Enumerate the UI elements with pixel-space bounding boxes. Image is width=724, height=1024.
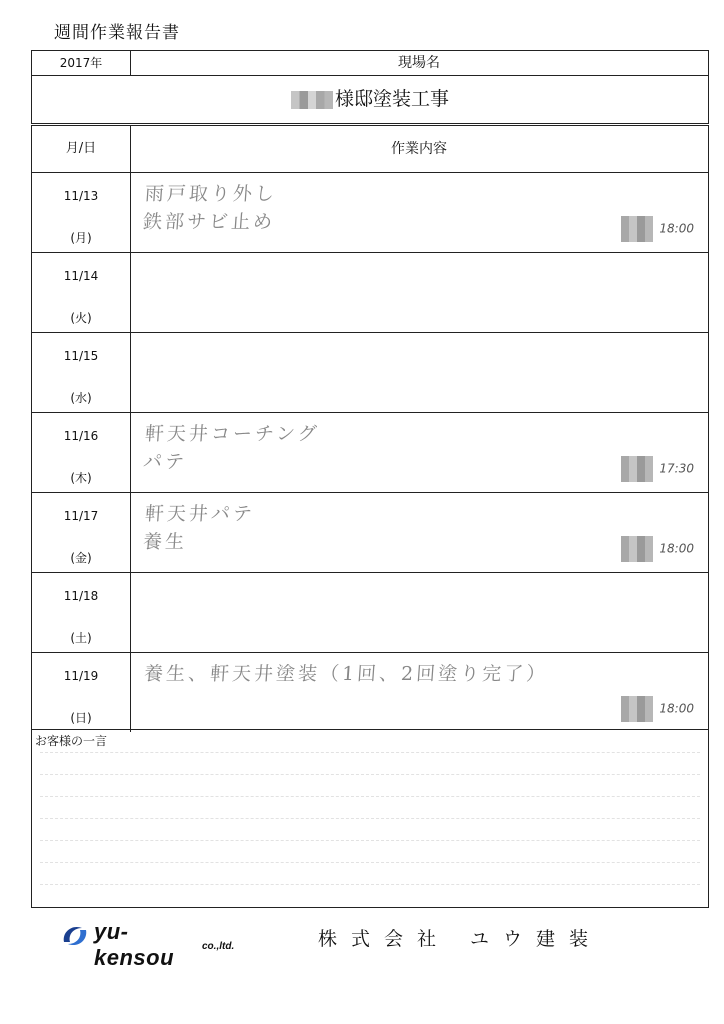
date-text: 11/14	[63, 269, 99, 283]
date-text: 11/15	[63, 349, 99, 363]
header-row	[32, 51, 708, 76]
date-cell	[32, 572, 131, 652]
site-name-text: 様邸塗装工事	[334, 88, 449, 110]
day-row	[32, 572, 708, 653]
day-row	[32, 332, 708, 413]
weekday-text: (日)	[70, 711, 92, 725]
document-title: 週間作業報告書	[54, 23, 180, 43]
date-text: 11/13	[63, 189, 99, 203]
site-name	[32, 75, 708, 123]
site-name-label: 現場名	[398, 55, 440, 71]
date-text: 11/16	[63, 429, 99, 443]
date-cell	[32, 172, 131, 252]
comment-line	[40, 818, 700, 819]
comment-line	[40, 796, 700, 797]
weekday-text: (火)	[70, 311, 92, 325]
weekday-text: (月)	[70, 231, 92, 245]
work-line: 養生	[142, 531, 188, 553]
finish-time: 18:00	[659, 221, 694, 236]
customer-comment-box	[31, 730, 709, 908]
work-content	[142, 180, 620, 236]
date-cell	[32, 652, 131, 732]
year-cell: 2017年	[32, 51, 131, 75]
comment-line	[40, 752, 700, 753]
work-line: 軒天井コーチング	[144, 423, 321, 445]
date-text: 11/19	[63, 669, 99, 683]
work-line: 軒天井パテ	[144, 503, 256, 525]
weekday-text: (金)	[70, 551, 92, 565]
redacted-signature	[621, 536, 653, 562]
logo-subtitle: co.,ltd.	[202, 941, 235, 952]
date-text: 11/17	[63, 509, 99, 523]
weekday-text: (土)	[70, 631, 92, 645]
redacted-signature	[621, 456, 653, 482]
redacted-name	[291, 91, 333, 109]
finish-time: 18:00	[659, 701, 694, 716]
date-cell	[32, 332, 131, 412]
work-line: 養生、軒天井塗装（1回、2回塗り完了）	[143, 663, 549, 685]
logo-name: yu-kensou	[94, 919, 175, 970]
redacted-signature	[621, 216, 653, 242]
day-row	[32, 412, 708, 493]
comment-line	[40, 840, 700, 841]
work-content	[142, 500, 620, 556]
work-line: 鉄部サビ止め	[142, 211, 276, 233]
day-row	[32, 652, 708, 732]
comment-line	[40, 884, 700, 885]
site-header	[31, 50, 709, 124]
date-cell	[32, 252, 131, 332]
customer-comment-label: お客様の一言	[35, 734, 108, 748]
work-content	[142, 420, 620, 476]
company-name: 株式会社 ユウ建装	[318, 928, 603, 950]
work-table	[31, 125, 709, 730]
footer	[60, 918, 720, 970]
date-text: 11/18	[63, 589, 99, 603]
swirl-logo-icon	[60, 922, 90, 950]
redacted-signature	[621, 696, 653, 722]
finish-time: 18:00	[659, 541, 694, 556]
work-content	[143, 660, 619, 688]
date-cell	[32, 412, 131, 492]
day-row	[32, 172, 708, 253]
signature-time	[621, 536, 694, 562]
day-row	[32, 492, 708, 573]
date-cell	[32, 492, 131, 572]
signature-time	[621, 216, 694, 242]
finish-time: 17:30	[659, 461, 694, 476]
signature-time	[621, 456, 694, 482]
work-line: 雨戸取り外し	[144, 183, 278, 205]
comment-line	[40, 774, 700, 775]
comment-line	[40, 862, 700, 863]
date-column-header: 月/日	[32, 126, 131, 172]
weekday-text: (水)	[70, 391, 92, 405]
signature-time	[621, 696, 694, 722]
weekday-text: (木)	[70, 471, 92, 485]
table-header	[32, 126, 708, 173]
day-row	[32, 252, 708, 333]
work-line: パテ	[142, 451, 188, 473]
work-column-header: 作業内容	[391, 141, 447, 157]
